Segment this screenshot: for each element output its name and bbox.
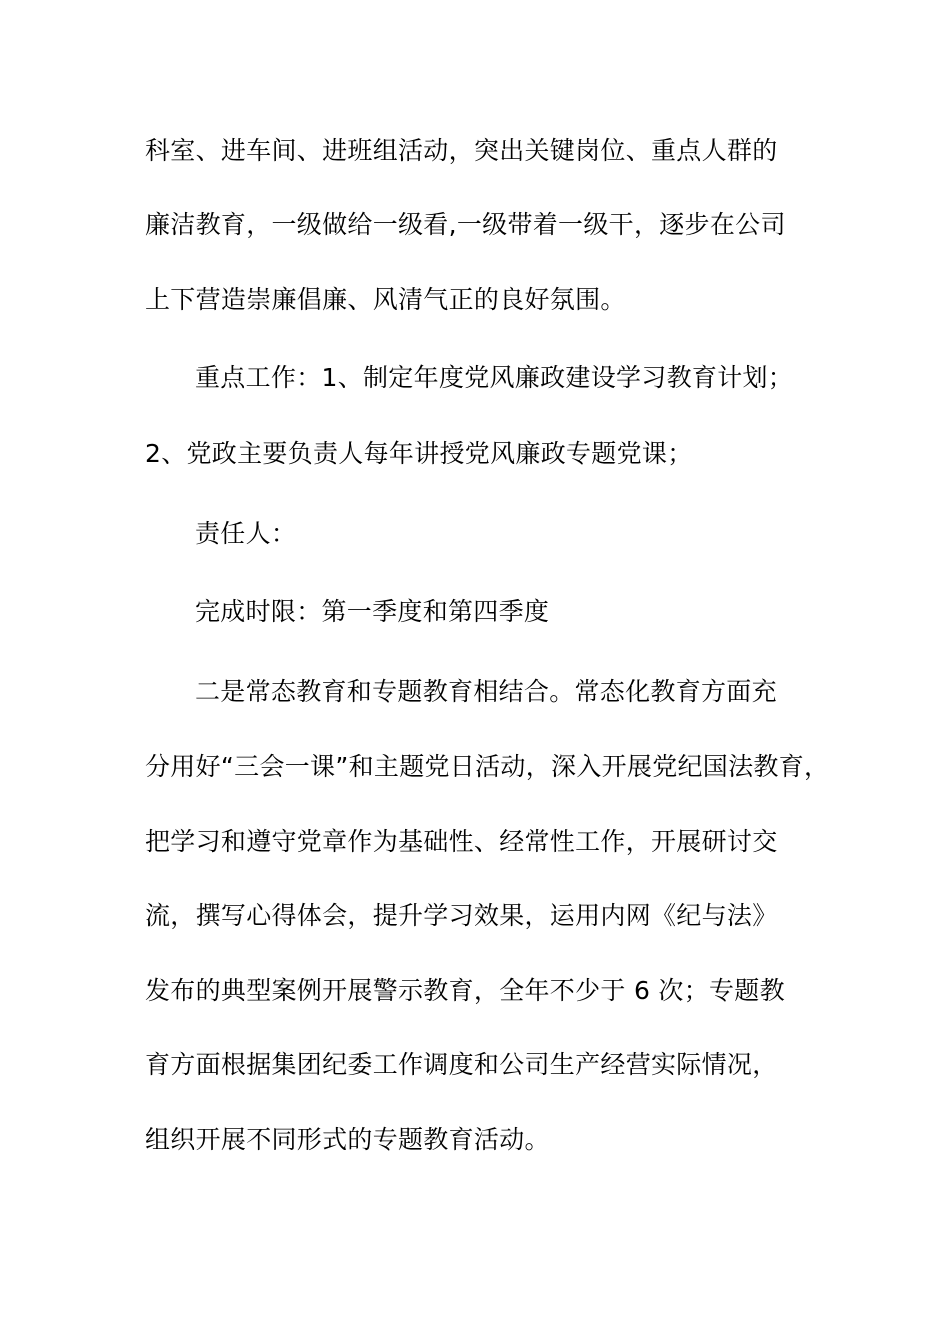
- text-line: 2、党政主要负责人每年讲授党风廉政专题党课；: [145, 439, 693, 468]
- text-line: 廉洁教育，一级做给一级看,一级带着一级干，逐步在公司: [145, 210, 786, 239]
- text-line: 育方面根据集团纪委工作调度和公司生产经营实际情况，: [145, 1050, 778, 1079]
- text-line: 把学习和遵守党章作为基础性、经常性工作，开展研讨交: [145, 827, 778, 856]
- paragraph-first-line: 重点工作：1、制定年度党风廉政建设学习教育计划；: [195, 363, 794, 392]
- text-line: 科室、进车间、进班组活动，突出关键岗位、重点人群的: [145, 136, 778, 165]
- text-line: 发布的典型案例开展警示教育，全年不少于 6 次；专题教: [145, 976, 785, 1005]
- text-line: 流，撰写心得体会，提升学习效果，运用内网《纪与法》: [145, 901, 778, 930]
- text-line: 上下营造崇廉倡廉、风清气正的良好氛围。: [145, 285, 626, 314]
- deadline-line: 完成时限：第一季度和第四季度: [195, 597, 550, 626]
- text-line: 组织开展不同形式的专题教育活动。: [145, 1125, 550, 1154]
- responsible-person-line: 责任人：: [195, 519, 297, 548]
- text-line: 分用好“三会一课”和主题党日活动，深入开展党纪国法教育，: [145, 752, 830, 781]
- paragraph-first-line: 二是常态教育和专题教育相结合。常态化教育方面充: [195, 677, 777, 706]
